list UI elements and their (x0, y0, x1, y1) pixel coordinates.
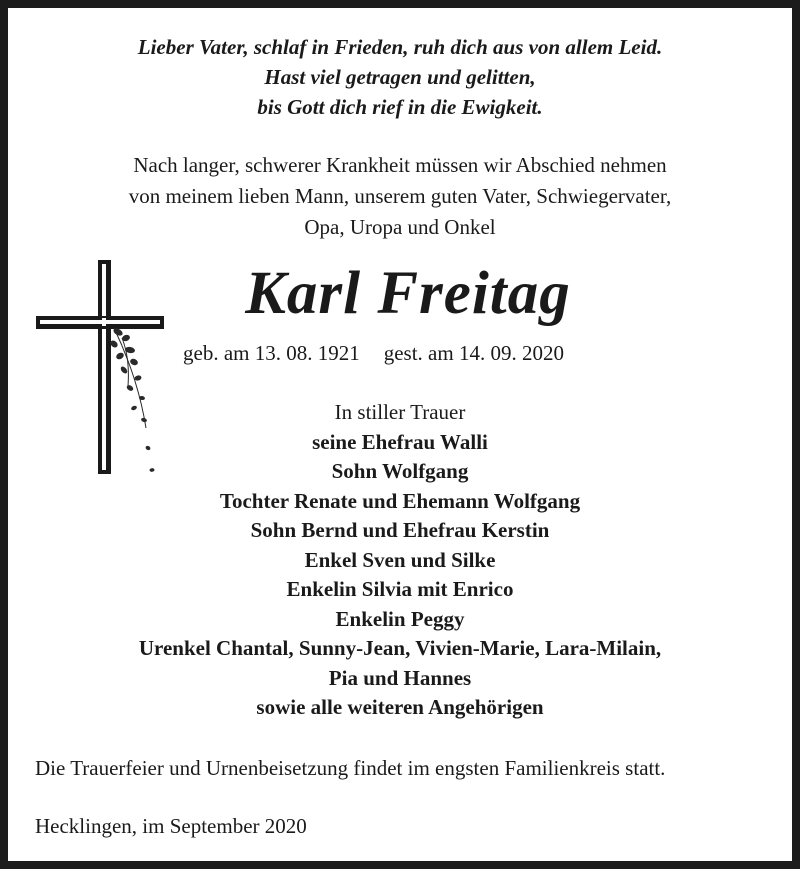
intro-line: Nach langer, schwerer Krankheit müssen wir Abschied nehmen (133, 153, 667, 177)
life-dates (183, 338, 564, 368)
mourner-line: Enkelin Silvia mit Enrico (286, 577, 514, 601)
intro-line: von meinem lieben Mann, unserem guten Vater, Schwiegervater, (128, 184, 672, 208)
mourner-line: Enkel Sven und Silke (304, 547, 496, 572)
mourners-heading: In stiller Trauer (334, 400, 466, 424)
poem (8, 32, 792, 122)
death-date: gest. am 14. 09. 2020 (383, 341, 564, 365)
ceremony-note: Die Trauerfeier und Urnenbeisetzung findet im engsten Familienkreis statt. (35, 756, 666, 780)
intro-line: Opa, Uropa und Onkel (304, 215, 496, 239)
mourner-line: sowie alle weiteren Angehörigen (256, 695, 544, 719)
mourners-list (8, 398, 792, 723)
mourner-line: Sohn Bernd und Ehefrau Kerstin (250, 518, 550, 542)
place-date: Hecklingen, im September 2020 (35, 814, 307, 838)
mourner-line: Urenkel Chantal, Sunny-Jean, Vivien-Marie, Lara-Milain, (138, 636, 662, 660)
poem-line: Lieber Vater, schlaf in Frieden, ruh dich aus von allem Leid. (137, 35, 663, 59)
mourner-line: Enkelin Peggy (335, 606, 465, 631)
mourner-line: Sohn Wolfgang (331, 459, 469, 483)
poem-line: bis Gott dich rief in die Ewigkeit. (257, 95, 543, 119)
mourner-line: seine Ehefrau Walli (312, 429, 488, 454)
birth-date: geb. am 13. 08. 1921 (183, 341, 360, 365)
intro-text (8, 150, 792, 243)
mourner-line: Tochter Renate und Ehemann Wolfgang (219, 488, 581, 513)
deceased-name: Karl Freitag (245, 260, 571, 327)
poem-line: Hast viel getragen und gelitten, (264, 65, 536, 89)
mourner-line: Pia und Hannes (328, 665, 472, 690)
